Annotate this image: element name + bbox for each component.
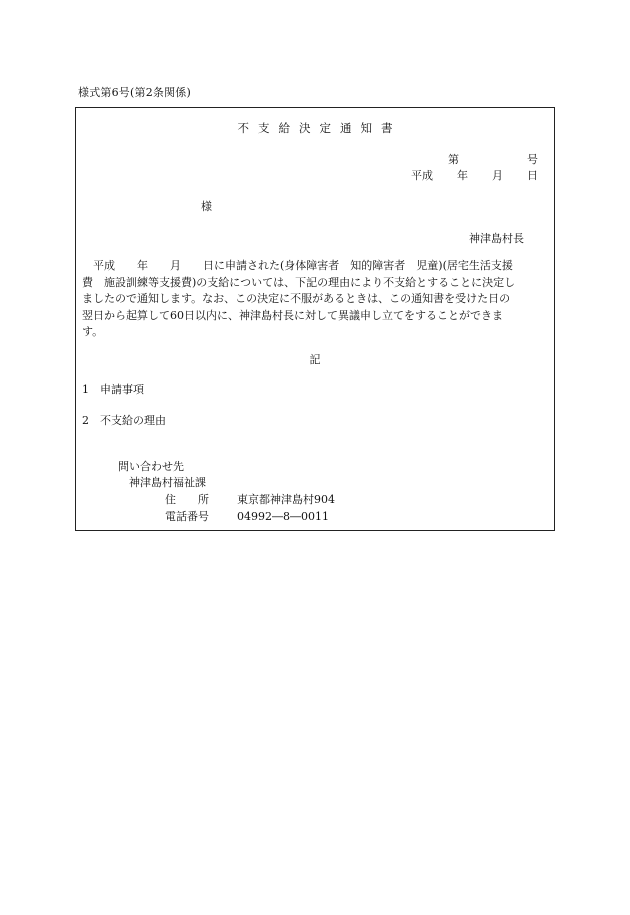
item-application-matters: 1 申請事項 [82, 383, 144, 396]
date-year: 年 [457, 169, 468, 182]
number-prefix: 第 [448, 153, 459, 166]
body-line: 翌日から起算して60日以内に、神津島村長に対して異議申し立てをすることができま [82, 308, 503, 322]
ki-heading: 記 [309, 353, 321, 366]
notice-document [75, 107, 555, 531]
form-number-label: 様式第6号(第2条関係) [78, 86, 191, 99]
contact-phone-row [165, 508, 329, 524]
document-title: 不支給決定通知書 [237, 121, 402, 135]
contact-heading: 問い合わせ先 [118, 460, 184, 473]
addressee-line: 様 [201, 200, 212, 213]
body-line: 平成 年 月 日に申請された(身体障害者 知的障害者 児童)(居宅生活支援 [93, 259, 513, 272]
address-label: 住 所 [165, 493, 209, 506]
body-line: 費 施設訓練等支援費)の支給については、下記の理由により不支給とすることに決定し [82, 275, 516, 289]
document-date-line [411, 167, 538, 183]
date-day: 日 [527, 169, 538, 182]
phone-label: 電話番号 [165, 510, 209, 523]
contact-department: 神津島村福祉課 [129, 476, 206, 489]
phone-value: 04992―8―0011 [237, 510, 329, 523]
item-non-payment-reason: 2 不支給の理由 [82, 414, 166, 427]
number-suffix: 号 [527, 153, 538, 166]
address-value: 東京都神津島村904 [237, 493, 335, 506]
issuer-name: 神津島村長 [469, 232, 524, 245]
body-line: ましたので通知します。なお、この決定に不服があるときは、この通知書を受けた日の [82, 292, 511, 306]
date-month: 月 [492, 169, 503, 182]
date-era: 平成 [411, 169, 433, 182]
contact-address-row [165, 491, 335, 507]
body-line: す。 [82, 325, 104, 339]
notice-body [82, 258, 548, 341]
document-number-line [448, 151, 538, 167]
